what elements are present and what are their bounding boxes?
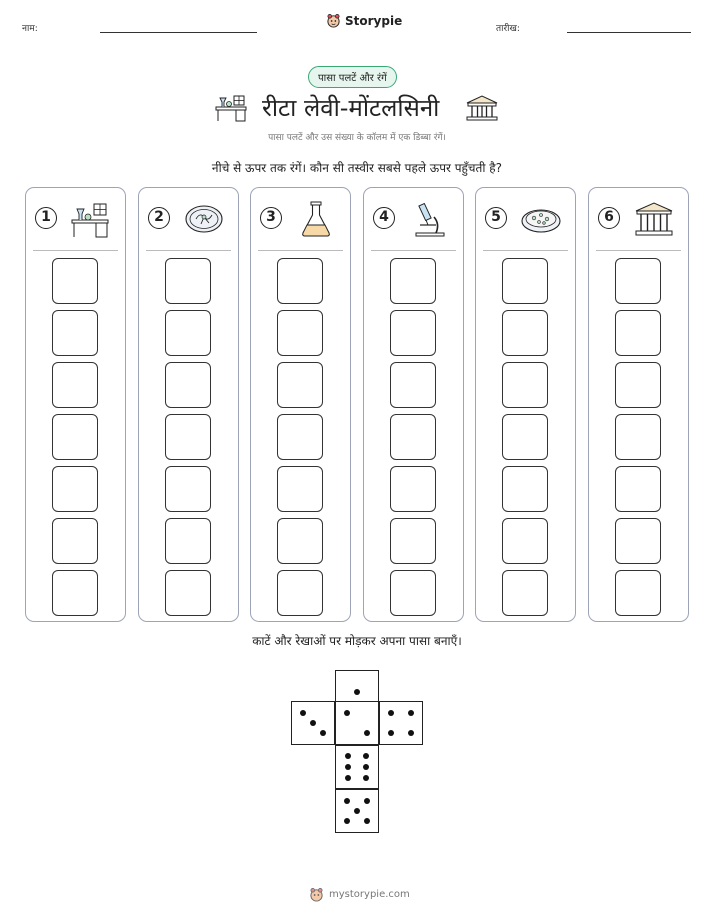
die-pip xyxy=(363,764,369,770)
die-pip xyxy=(320,730,326,736)
color-box[interactable] xyxy=(615,310,661,356)
color-box[interactable] xyxy=(165,258,211,304)
color-box[interactable] xyxy=(390,466,436,512)
storypie-mascot-icon xyxy=(309,887,324,902)
color-box[interactable] xyxy=(390,258,436,304)
die-pip xyxy=(408,710,414,716)
die-face-center xyxy=(335,701,379,745)
color-box[interactable] xyxy=(277,362,323,408)
name-label: नाम: xyxy=(22,24,38,34)
die-pip xyxy=(364,798,370,804)
color-box[interactable] xyxy=(277,310,323,356)
column-4 xyxy=(363,187,464,622)
color-box[interactable] xyxy=(165,414,211,460)
column-divider xyxy=(258,250,343,251)
color-box[interactable] xyxy=(502,466,548,512)
page-title: रीटा लेवी-मोंटलसिनी xyxy=(262,94,440,122)
museum-building-icon xyxy=(633,200,675,238)
die-pip xyxy=(345,775,351,781)
color-box[interactable] xyxy=(502,362,548,408)
column-5 xyxy=(475,187,576,622)
color-box[interactable] xyxy=(615,258,661,304)
brand-name: Storypie xyxy=(345,13,403,28)
die-pip xyxy=(388,730,394,736)
color-box[interactable] xyxy=(390,362,436,408)
column-divider xyxy=(596,250,681,251)
die-pip xyxy=(363,753,369,759)
lab-desk-icon xyxy=(214,92,250,122)
color-box[interactable] xyxy=(277,258,323,304)
column-3 xyxy=(250,187,351,622)
die-pip xyxy=(364,818,370,824)
color-box[interactable] xyxy=(165,310,211,356)
die-pip xyxy=(344,818,350,824)
die-face-left xyxy=(291,701,335,745)
color-box[interactable] xyxy=(52,362,98,408)
color-box[interactable] xyxy=(165,362,211,408)
color-box[interactable] xyxy=(390,570,436,616)
activity-tag: पासा पलटें और रंगें xyxy=(308,66,397,88)
color-box[interactable] xyxy=(52,258,98,304)
neuron-petri-icon xyxy=(183,200,225,238)
column-number: 1 xyxy=(35,207,57,229)
color-box[interactable] xyxy=(502,414,548,460)
footer-brand xyxy=(309,887,410,902)
brand-logo xyxy=(326,13,402,28)
color-box[interactable] xyxy=(615,466,661,512)
storypie-mascot-icon xyxy=(326,13,341,28)
column-divider xyxy=(33,250,118,251)
color-box[interactable] xyxy=(277,466,323,512)
color-box[interactable] xyxy=(52,518,98,564)
die-pip xyxy=(363,775,369,781)
footer-url: mystorypie.com xyxy=(329,889,410,900)
column-divider xyxy=(483,250,568,251)
museum-icon xyxy=(465,94,499,122)
color-box[interactable] xyxy=(52,310,98,356)
color-box[interactable] xyxy=(502,310,548,356)
column-6 xyxy=(588,187,689,622)
die-face-bottom xyxy=(335,745,379,789)
die-face-right xyxy=(379,701,423,745)
color-box[interactable] xyxy=(165,518,211,564)
die-pip xyxy=(344,798,350,804)
die-pip xyxy=(408,730,414,736)
color-box[interactable] xyxy=(390,414,436,460)
instruction: नीचे से ऊपर तक रंगें। कौन सी तस्वीर सबसे पहले ऊपर पहुँचती है? xyxy=(211,161,503,175)
die-pip xyxy=(354,808,360,814)
color-box[interactable] xyxy=(52,414,98,460)
column-number: 2 xyxy=(148,207,170,229)
die-pip xyxy=(344,710,350,716)
date-line[interactable] xyxy=(567,32,691,33)
die-instruction: काटें और रेखाओं पर मोड़कर अपना पासा बनाएँ। xyxy=(252,634,462,648)
color-box[interactable] xyxy=(165,570,211,616)
date-label: तारीख: xyxy=(496,24,520,34)
color-box[interactable] xyxy=(615,414,661,460)
column-number: 5 xyxy=(485,207,507,229)
color-box[interactable] xyxy=(615,518,661,564)
flask-icon xyxy=(295,200,337,238)
color-box[interactable] xyxy=(502,570,548,616)
column-number: 3 xyxy=(260,207,282,229)
die-pip xyxy=(364,730,370,736)
column-number: 6 xyxy=(598,207,620,229)
color-box[interactable] xyxy=(165,466,211,512)
color-box[interactable] xyxy=(277,414,323,460)
color-box[interactable] xyxy=(52,466,98,512)
color-box[interactable] xyxy=(390,518,436,564)
column-1 xyxy=(25,187,126,622)
color-box[interactable] xyxy=(615,362,661,408)
column-2 xyxy=(138,187,239,622)
subtitle: पासा पलटें और उस संख्या के कॉलम में एक डिब्बा रंगें। xyxy=(268,133,446,143)
color-box[interactable] xyxy=(502,518,548,564)
color-box[interactable] xyxy=(502,258,548,304)
die-pip xyxy=(354,689,360,695)
column-divider xyxy=(371,250,456,251)
die-pip xyxy=(345,753,351,759)
color-box[interactable] xyxy=(615,570,661,616)
die-face-last xyxy=(335,789,379,833)
column-number: 4 xyxy=(373,207,395,229)
color-box[interactable] xyxy=(277,518,323,564)
die-pip xyxy=(310,720,316,726)
die-pip xyxy=(388,710,394,716)
die-pip xyxy=(300,710,306,716)
color-box[interactable] xyxy=(277,570,323,616)
microscope-icon xyxy=(408,200,450,238)
petri-dish-icon xyxy=(520,200,562,238)
lab-desk-icon xyxy=(70,200,112,238)
column-divider xyxy=(146,250,231,251)
color-box[interactable] xyxy=(52,570,98,616)
die-pip xyxy=(345,764,351,770)
name-line[interactable] xyxy=(100,32,257,33)
color-box[interactable] xyxy=(390,310,436,356)
